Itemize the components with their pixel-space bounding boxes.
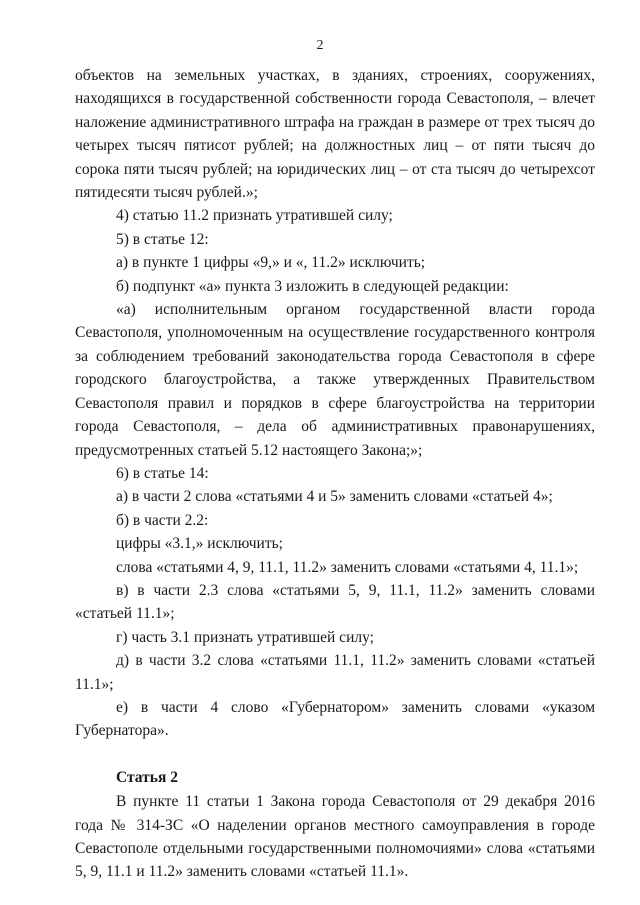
paragraph: б) подпункт «а» пункта 3 изложить в следующей редакции: xyxy=(116,277,509,295)
paragraph: «а) исполнительным органом государственной власти города Севастополя, уполномоченным на осуществление государственного контроля за соблюдением требований законодательства города Севастополя в сфере городского благоустройства, а также утвержденных Правительством Севастополя правил и порядков в сфере благоустройства на территории города Севастополя, – дела об административных правонарушениях, предусмотренных статьей 5.12 настоящего Закона;»; xyxy=(75,301,595,459)
paragraph: цифры «3.1,» исключить; xyxy=(116,535,283,553)
paragraph: объектов на земельных участках, в зданиях, строениях, сооружениях, находящихся в государственной собственности города Севастополя, – влечет наложение административного штрафа на граждан в размере от трех тысяч до четырех тысяч пятисот рублей; на должностных лиц – от пяти тысяч до сорока пяти тысяч рублей; на юридических лиц – от ста тысяч до четырехсот пятидесяти тысяч рублей.»; xyxy=(75,67,595,202)
document-body xyxy=(75,64,595,884)
paragraph: 6) в статье 14: xyxy=(116,464,209,482)
paragraph: д) в части 3.2 слова «статьями 11.1, 11.2» заменить словами «статьей 11.1»; xyxy=(75,652,595,693)
paragraph: 4) статью 11.2 признать утратившей силу; xyxy=(116,207,393,225)
paragraph: г) часть 3.1 признать утратившей силу; xyxy=(116,628,374,646)
paragraph: а) в пункте 1 цифры «9,» и «, 11.2» исключить; xyxy=(116,254,426,272)
paragraph: слова «статьями 4, 9, 11.1, 11.2» заменить словами «статьями 4, 11.1»; xyxy=(116,558,579,576)
article-paragraph: В пункте 11 статьи 1 Закона города Севастополя от 29 декабря 2016 года № 314-ЗС «О наделении органов местного самоуправления в городе Севастополе отдельными государственными полномочиями» слова «статьями 5, 9, 11.1 и 11.2» заменить словами «статьей 11.1». xyxy=(75,793,595,881)
paragraph: 5) в статье 12: xyxy=(116,230,209,248)
article-heading: Статья 2 xyxy=(116,768,178,786)
paragraph: в) в части 2.3 слова «статьями 5, 9, 11.1, 11.2» заменить словами «статьей 11.1»; xyxy=(75,581,595,623)
paragraph: а) в части 2 слова «статьями 4 и 5» заменить словами «статьей 4»; xyxy=(116,488,553,506)
paragraph: е) в части 4 слово «Губернатором» заменить словами «указом Губернатора». xyxy=(75,698,595,740)
paragraph: б) в части 2.2: xyxy=(116,511,209,529)
page-number: 2 xyxy=(316,38,324,53)
